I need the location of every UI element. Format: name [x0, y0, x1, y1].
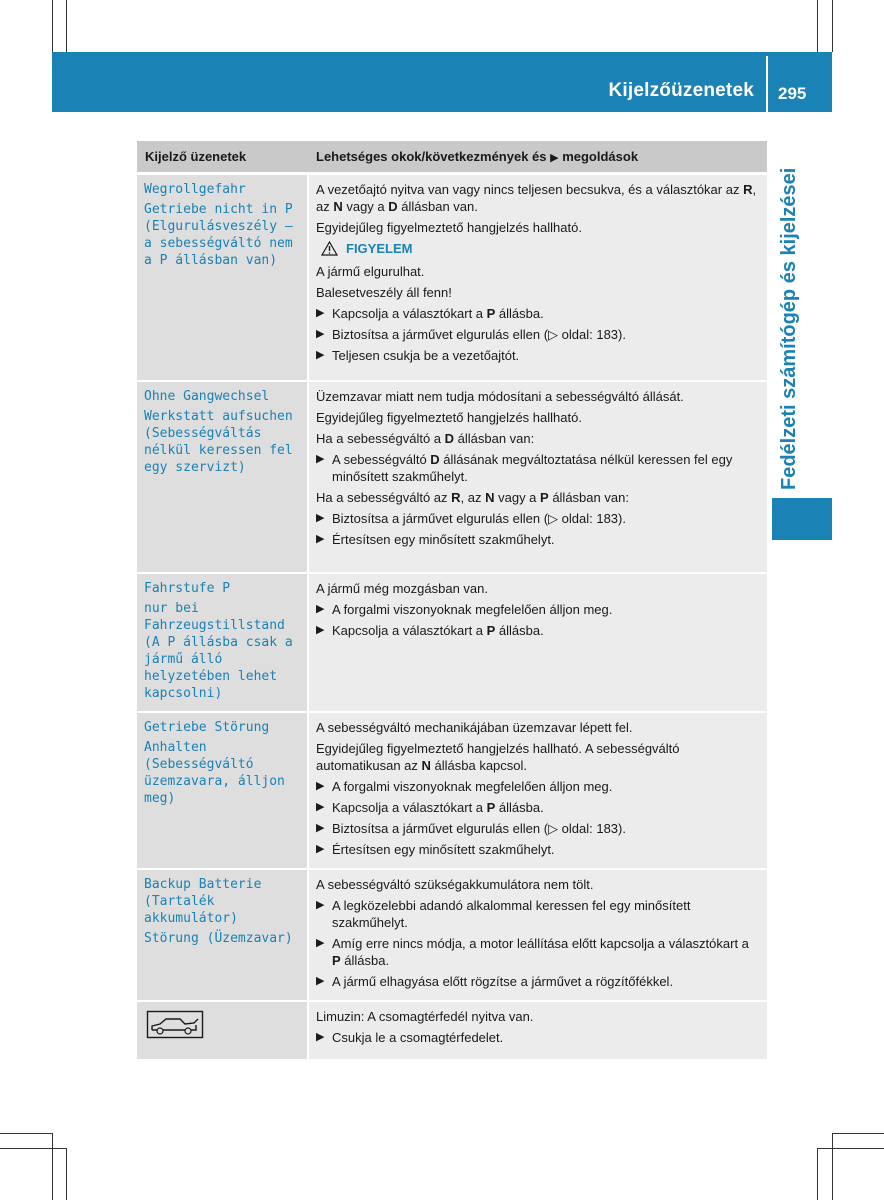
- crop-mark: [52, 0, 53, 52]
- table-row: [137, 869, 767, 1001]
- message-text: nur bei Fahrzeugstillstand (A P állásba csak a jármű álló helyzetében lehet kapcsolni): [144, 601, 293, 701]
- crop-mark: [817, 1148, 884, 1149]
- message-cell: [137, 573, 308, 712]
- table-row: [137, 174, 767, 382]
- message-cell: [137, 869, 308, 1001]
- warning-triangle-icon: [321, 241, 338, 256]
- action-item: ▶ Értesítsen egy minősített szakműhelyt.: [316, 842, 555, 857]
- cause-text: A jármű elgurulhat.: [316, 264, 425, 279]
- cause-text: Egyidejűleg figyelmeztető hangjelzés hallható. A sebességváltó automatikusan az N állásba kapcsol.: [316, 741, 680, 773]
- message-text: (Tartalék akkumulátor): [144, 894, 238, 926]
- arrow-bullet-icon: ▶: [316, 937, 325, 949]
- action-item: ▶ A forgalmi viszonyoknak megfelelően álljon meg.: [316, 779, 613, 794]
- solution-cell: [308, 869, 767, 1001]
- cause-text: Üzemzavar miatt nem tudja módosítani a sebességváltó állását.: [316, 389, 684, 404]
- arrow-bullet-icon: ▶: [316, 349, 325, 361]
- cause-text: A sebességváltó szükségakkumulátora nem tölt.: [316, 877, 594, 892]
- message-title: Backup Batterie: [144, 877, 262, 892]
- message-cell: [137, 1001, 308, 1059]
- solution-cell: [308, 712, 767, 869]
- display-messages-table: [137, 141, 767, 1059]
- action-item: ▶ Kapcsolja a választókart a P állásba.: [316, 306, 544, 321]
- arrow-bullet-icon: ▶: [316, 603, 325, 615]
- solution-cell: [308, 1001, 767, 1059]
- column-header-solutions: Lehetséges okok/következmények és ▶ megoldások: [308, 141, 767, 174]
- action-item: ▶ A jármű elhagyása előtt rögzítse a járművet a rögzítőfékkel.: [316, 974, 674, 989]
- action-item: ▶ Biztosítsa a járművet elgurulás ellen (▷ oldal: 183).: [316, 327, 626, 342]
- cause-text: A jármű még mozgásban van.: [316, 581, 488, 596]
- message-text: Werkstatt aufsuchen (Sebességváltás nélkül keressen fel egy szervizt): [144, 409, 293, 475]
- message-text: Getriebe nicht in P (Elgurulásveszély – a sebességváltó nem a P állásban van): [144, 202, 293, 268]
- arrow-bullet-icon: ▶: [316, 780, 325, 792]
- crop-mark: [817, 1148, 818, 1200]
- message-cell: [137, 381, 308, 573]
- cause-text: Egyidejűleg figyelmeztető hangjelzés hallható.: [316, 410, 582, 425]
- action-item: ▶ Értesítsen egy minősített szakműhelyt.: [316, 532, 555, 547]
- cause-text: Ha a sebességváltó a D állásban van:: [316, 431, 535, 446]
- crop-mark: [817, 0, 818, 52]
- section-marker: [772, 498, 832, 540]
- message-cell: [137, 174, 308, 382]
- arrow-bullet-icon: ▶: [316, 307, 325, 319]
- arrow-bullet-icon: ▶: [316, 624, 325, 636]
- section-tab-label: Fedélzeti számítógép és kijelzései: [778, 167, 800, 490]
- arrow-bullet-icon: ▶: [316, 328, 325, 340]
- column-header-messages: Kijelző üzenetek: [137, 141, 308, 174]
- action-item: ▶ Kapcsolja a választókart a P állásba.: [316, 623, 544, 638]
- crop-mark: [0, 1133, 52, 1134]
- table-row: [137, 573, 767, 712]
- warning-label: FIGYELEM: [346, 241, 413, 256]
- crop-mark: [832, 1133, 833, 1200]
- crop-mark: [66, 1148, 67, 1200]
- action-item: ▶ Biztosítsa a járművet elgurulás ellen (▷ oldal: 183).: [316, 821, 626, 836]
- arrow-bullet-icon: ▶: [316, 533, 325, 545]
- action-item: ▶ A legközelebbi adandó alkalommal keressen fel egy minősített szakműhelyt.: [316, 898, 691, 930]
- message-text: Anhalten (Sebességváltó üzemzavara, álljon meg): [144, 740, 285, 806]
- crop-mark: [52, 1133, 53, 1200]
- message-text: Störung (Üzemzavar): [144, 931, 293, 946]
- solution-cell: [308, 174, 767, 382]
- action-item: ▶ Biztosítsa a járművet elgurulás ellen (▷ oldal: 183).: [316, 511, 626, 526]
- arrow-bullet-icon: ▶: [316, 453, 325, 465]
- action-item: ▶ A forgalmi viszonyoknak megfelelően álljon meg.: [316, 602, 613, 617]
- cause-text: Balesetveszély áll fenn!: [316, 285, 452, 300]
- page-title: Kijelzőüzenetek: [608, 80, 754, 101]
- header-bar: [52, 52, 832, 112]
- action-item: ▶ Amíg erre nincs módja, a motor leállítása előtt kapcsolja a választókart a P állásba.: [316, 936, 749, 968]
- solution-cell: [308, 381, 767, 573]
- crop-mark: [832, 0, 833, 52]
- solution-cell: [308, 573, 767, 712]
- arrow-bullet-icon: ▶: [316, 822, 325, 834]
- table-row: [137, 1001, 767, 1059]
- message-title: Getriebe Störung: [144, 720, 270, 735]
- page-number: 295: [778, 84, 807, 103]
- header-divider: [766, 56, 768, 112]
- table-row: [137, 712, 767, 869]
- message-title: Ohne Gangwechsel: [144, 389, 270, 404]
- arrow-bullet-icon: ▶: [316, 899, 325, 911]
- cause-text: Limuzin: A csomagtérfedél nyitva van.: [316, 1009, 534, 1024]
- crop-mark: [0, 1148, 66, 1149]
- cause-text: Ha a sebességváltó az R, az N vagy a P állásban van:: [316, 490, 629, 505]
- cause-text: A sebességváltó mechanikájában üzemzavar lépett fel.: [316, 720, 633, 735]
- arrow-bullet-icon: ▶: [316, 1031, 325, 1043]
- message-cell: [137, 712, 308, 869]
- action-item: ▶ Teljesen csukja be a vezetőajtót.: [316, 348, 520, 363]
- car-trunk-open-icon: [146, 1010, 204, 1040]
- action-item: ▶ Csukja le a csomagtérfedelet.: [316, 1030, 504, 1045]
- message-title: Fahrstufe P: [144, 581, 231, 596]
- warning-heading: [321, 240, 761, 257]
- cause-text: A vezetőajtó nyitva van vagy nincs teljesen becsukva, és a választókar az R, az N vagy a D állásban van.: [316, 182, 757, 214]
- action-item: ▶ Kapcsolja a választókart a P állásba.: [316, 800, 544, 815]
- cause-text: Egyidejűleg figyelmeztető hangjelzés hallható.: [316, 220, 582, 235]
- action-item: ▶ A sebességváltó D állásának megváltoztatása nélkül keressen fel egy minősített szakműhelyt.: [316, 452, 733, 484]
- section-tab: [768, 140, 832, 490]
- message-title: Wegrollgefahr: [144, 182, 246, 197]
- crop-mark: [66, 0, 67, 52]
- arrow-bullet-icon: ▶: [316, 975, 325, 987]
- arrow-bullet-icon: ▶: [316, 843, 325, 855]
- table-row: [137, 381, 767, 573]
- crop-mark: [832, 1133, 884, 1134]
- arrow-bullet-icon: ▶: [316, 512, 325, 524]
- arrow-bullet-icon: ▶: [316, 801, 325, 813]
